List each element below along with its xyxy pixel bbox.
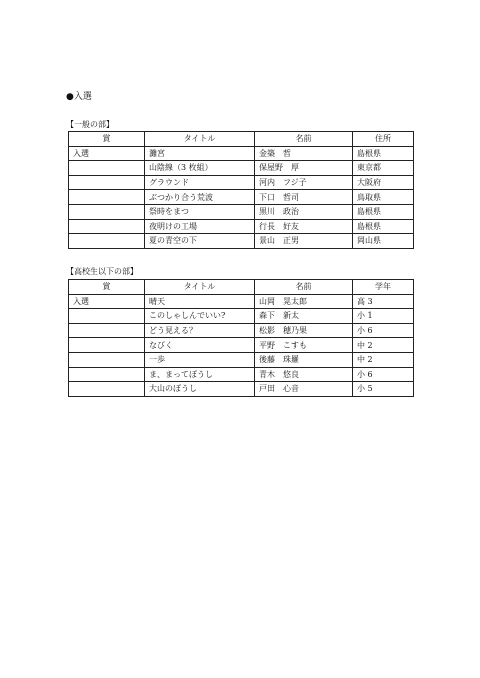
grade-cell: 高 3 xyxy=(353,294,414,309)
table-row xyxy=(69,204,414,219)
award-cell xyxy=(69,382,145,397)
place-cell: 東京都 xyxy=(353,161,414,176)
title-cell: 一歩 xyxy=(145,352,255,367)
table-row xyxy=(69,234,414,249)
place-cell: 岡山県 xyxy=(353,234,414,249)
title-cell: グラウンド xyxy=(145,175,255,190)
title-cell: 夜明けの工場 xyxy=(145,219,255,234)
title-cell: 晴天 xyxy=(145,294,255,309)
name-cell: 戸田 心音 xyxy=(255,382,353,397)
header-award: 賞 xyxy=(69,280,145,295)
grade-cell: 小 6 xyxy=(353,367,414,382)
place-cell: 島根県 xyxy=(353,146,414,161)
place-cell: 島根県 xyxy=(353,204,414,219)
table-row xyxy=(69,146,414,161)
header-name: 名前 xyxy=(255,132,353,147)
award-cell xyxy=(69,323,145,338)
header-place: 住所 xyxy=(353,132,414,147)
award-cell xyxy=(69,309,145,324)
table-row xyxy=(69,367,414,382)
award-cell xyxy=(69,352,145,367)
grade-cell: 中 2 xyxy=(353,352,414,367)
header-title: タイトル xyxy=(145,280,255,295)
place-cell: 鳥取県 xyxy=(353,190,414,205)
table-row xyxy=(69,190,414,205)
grade-cell: 小 6 xyxy=(353,323,414,338)
title-cell: なびく xyxy=(145,338,255,353)
title-cell: このしゃしんでいい? xyxy=(145,309,255,324)
award-cell xyxy=(69,234,145,249)
award-cell: 入選 xyxy=(69,146,145,161)
place-cell: 大阪府 xyxy=(353,175,414,190)
award-cell xyxy=(69,175,145,190)
award-cell: 入選 xyxy=(69,294,145,309)
name-cell: 行長 好友 xyxy=(255,219,353,234)
name-cell: 青木 悠良 xyxy=(255,367,353,382)
title-cell: 夏の青空の下 xyxy=(145,234,255,249)
title-cell: 山陰線（3 枚組） xyxy=(145,161,255,176)
award-cell xyxy=(69,190,145,205)
title-cell: 灘宮 xyxy=(145,146,255,161)
title-cell: 大山のぼうし xyxy=(145,382,255,397)
name-cell: 森下 新太 xyxy=(255,309,353,324)
title-cell: どう見える？ xyxy=(145,323,255,338)
name-cell: 下口 哲司 xyxy=(255,190,353,205)
title-cell: ぶつかり合う荒波 xyxy=(145,190,255,205)
header-grade: 学年 xyxy=(353,280,414,295)
name-cell: 松影 穂乃果 xyxy=(255,323,353,338)
table-header-row xyxy=(69,280,414,295)
header-name: 名前 xyxy=(255,280,353,295)
highschool-results-table xyxy=(68,279,414,397)
title-cell: ま、まってぼうし xyxy=(145,367,255,382)
name-cell: 河内 フジ子 xyxy=(255,175,353,190)
award-cell xyxy=(69,161,145,176)
name-cell: 黒川 政治 xyxy=(255,204,353,219)
name-cell: 山岡 晃太郎 xyxy=(255,294,353,309)
table-row xyxy=(69,309,414,324)
name-cell: 景山 正男 xyxy=(255,234,353,249)
name-cell: 保屋野 厚 xyxy=(255,161,353,176)
name-cell: 金築 哲 xyxy=(255,146,353,161)
name-cell: 後藤 珠羅 xyxy=(255,352,353,367)
grade-cell: 小 1 xyxy=(353,309,414,324)
table-row xyxy=(69,352,414,367)
table-row xyxy=(69,338,414,353)
header-title: タイトル xyxy=(145,132,255,147)
page-heading: ●入選 xyxy=(66,92,92,102)
highschool-section-label: 【高校生以下の部】 xyxy=(66,267,138,276)
table-row xyxy=(69,323,414,338)
general-results-table xyxy=(68,131,414,249)
title-cell: 祭時をまつ xyxy=(145,204,255,219)
table-row xyxy=(69,219,414,234)
general-section-label: 【一般の部】 xyxy=(66,120,114,129)
table-row xyxy=(69,175,414,190)
header-award: 賞 xyxy=(69,132,145,147)
grade-cell: 小 5 xyxy=(353,382,414,397)
award-cell xyxy=(69,219,145,234)
award-cell xyxy=(69,367,145,382)
place-cell: 島根県 xyxy=(353,219,414,234)
grade-cell: 中 2 xyxy=(353,338,414,353)
table-header-row xyxy=(69,132,414,147)
table-row xyxy=(69,382,414,397)
award-cell xyxy=(69,204,145,219)
name-cell: 平野 こすも xyxy=(255,338,353,353)
table-row xyxy=(69,161,414,176)
award-cell xyxy=(69,338,145,353)
table-row xyxy=(69,294,414,309)
